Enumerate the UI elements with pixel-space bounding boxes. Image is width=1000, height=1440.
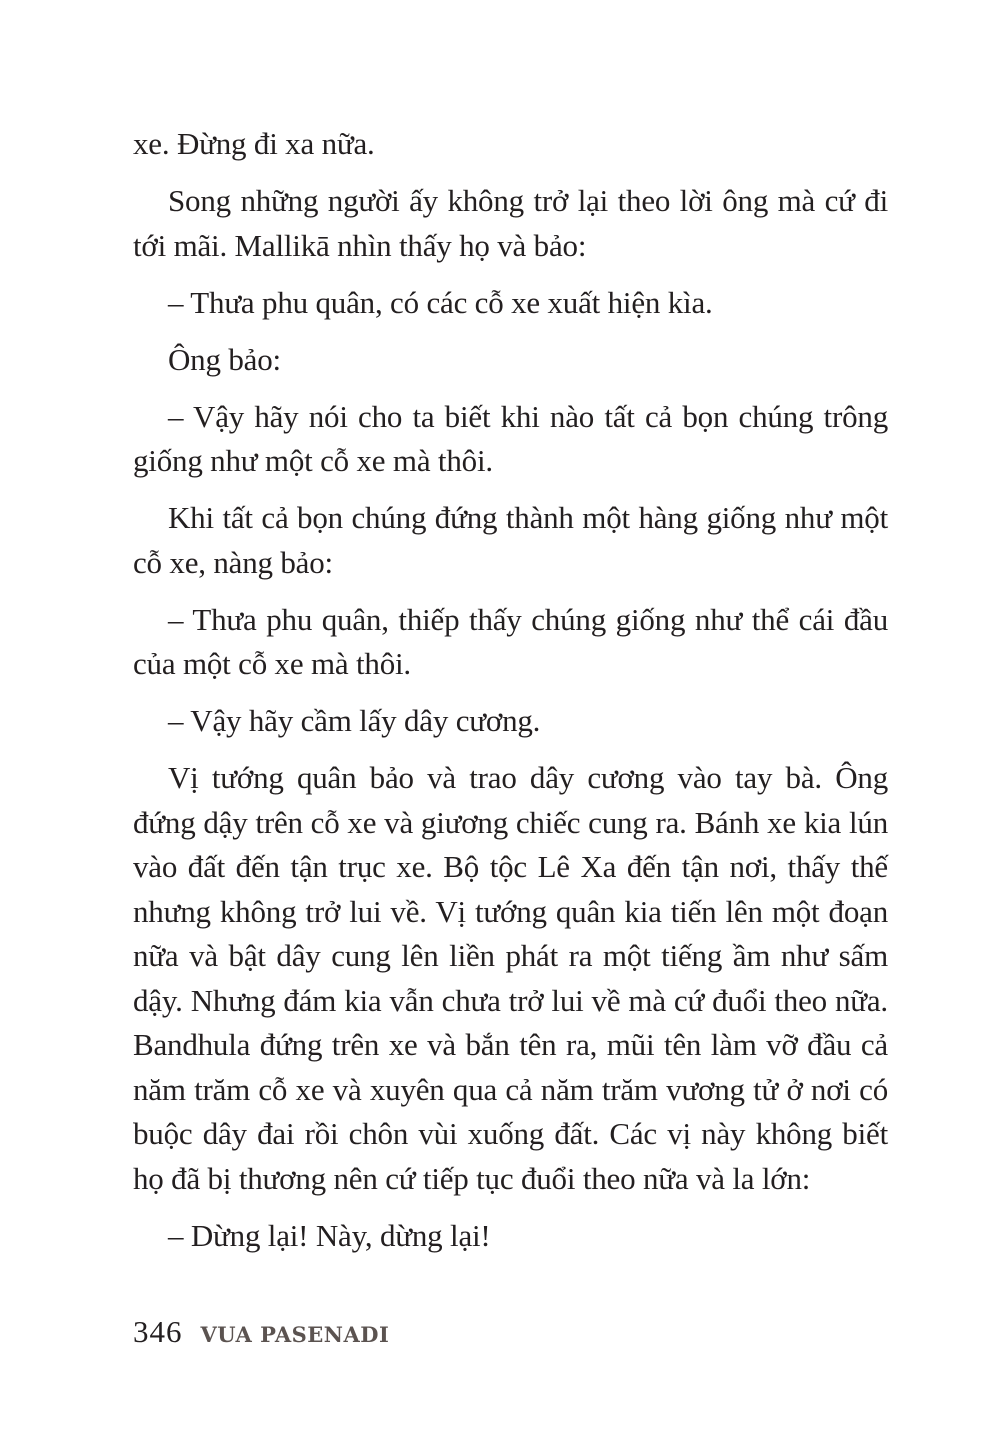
paragraph-continuation: xe. Đừng đi xa nữa. bbox=[133, 126, 375, 161]
paragraph-narration: Song những người ấy không trở lại theo lời ông mà cứ đi tới mãi. Mallikā nhìn thấy họ và bảo: bbox=[133, 183, 888, 263]
paragraph-narration: Ông bảo: bbox=[168, 341, 281, 377]
body-text bbox=[133, 122, 888, 1271]
paragraph-dialogue: – Thưa phu quân, thiếp thấy chúng giống như thể cái đầu của một cỗ xe mà thôi. bbox=[133, 601, 888, 681]
paragraph-dialogue: – Thưa phu quân, có các cỗ xe xuất hiện kìa. bbox=[168, 284, 713, 320]
running-title: VUA PASENADI bbox=[200, 1322, 390, 1347]
paragraph-dialogue: – Vậy hãy nói cho ta biết khi nào tất cả bọn chúng trông giống như một cỗ xe mà thôi. bbox=[133, 398, 888, 478]
paragraph-narration: Vị tướng quân bảo và trao dây cương vào tay bà. Ông đứng dậy trên cỗ xe và giương chiếc cung ra. Bánh xe kia lún vào đất đến tận trục xe. Bộ tộc Lê Xa đến tận nơi, thấy thế nhưng không trở lui về. Vị tướng quân kia tiến lên một đoạn nữa và bật dây cung lên liền phát ra một tiếng ầm như sấm dậy. Nhưng đám kia vẫn chưa trở lui về mà cứ đuổi theo nữa. Bandhula đứng trên xe và bắn tên ra, mũi tên làm vỡ đầu cả năm trăm cỗ xe và xuyên qua cả năm trăm vương tử ở nơi có buộc dây đai rồi chôn vùi xuống đất. Các vị này không biết họ đã bị thương nên cứ tiếp tục đuổi theo nữa và la lớn: bbox=[133, 760, 888, 1196]
page-footer bbox=[133, 1314, 389, 1358]
paragraph-narration: Khi tất cả bọn chúng đứng thành một hàng giống như một cỗ xe, nàng bảo: bbox=[133, 500, 888, 580]
page-number: 346 bbox=[133, 1314, 183, 1349]
paragraph-dialogue: – Dừng lại! Này, dừng lại! bbox=[168, 1217, 491, 1253]
paragraph-dialogue: – Vậy hãy cầm lấy dây cương. bbox=[168, 703, 541, 738]
